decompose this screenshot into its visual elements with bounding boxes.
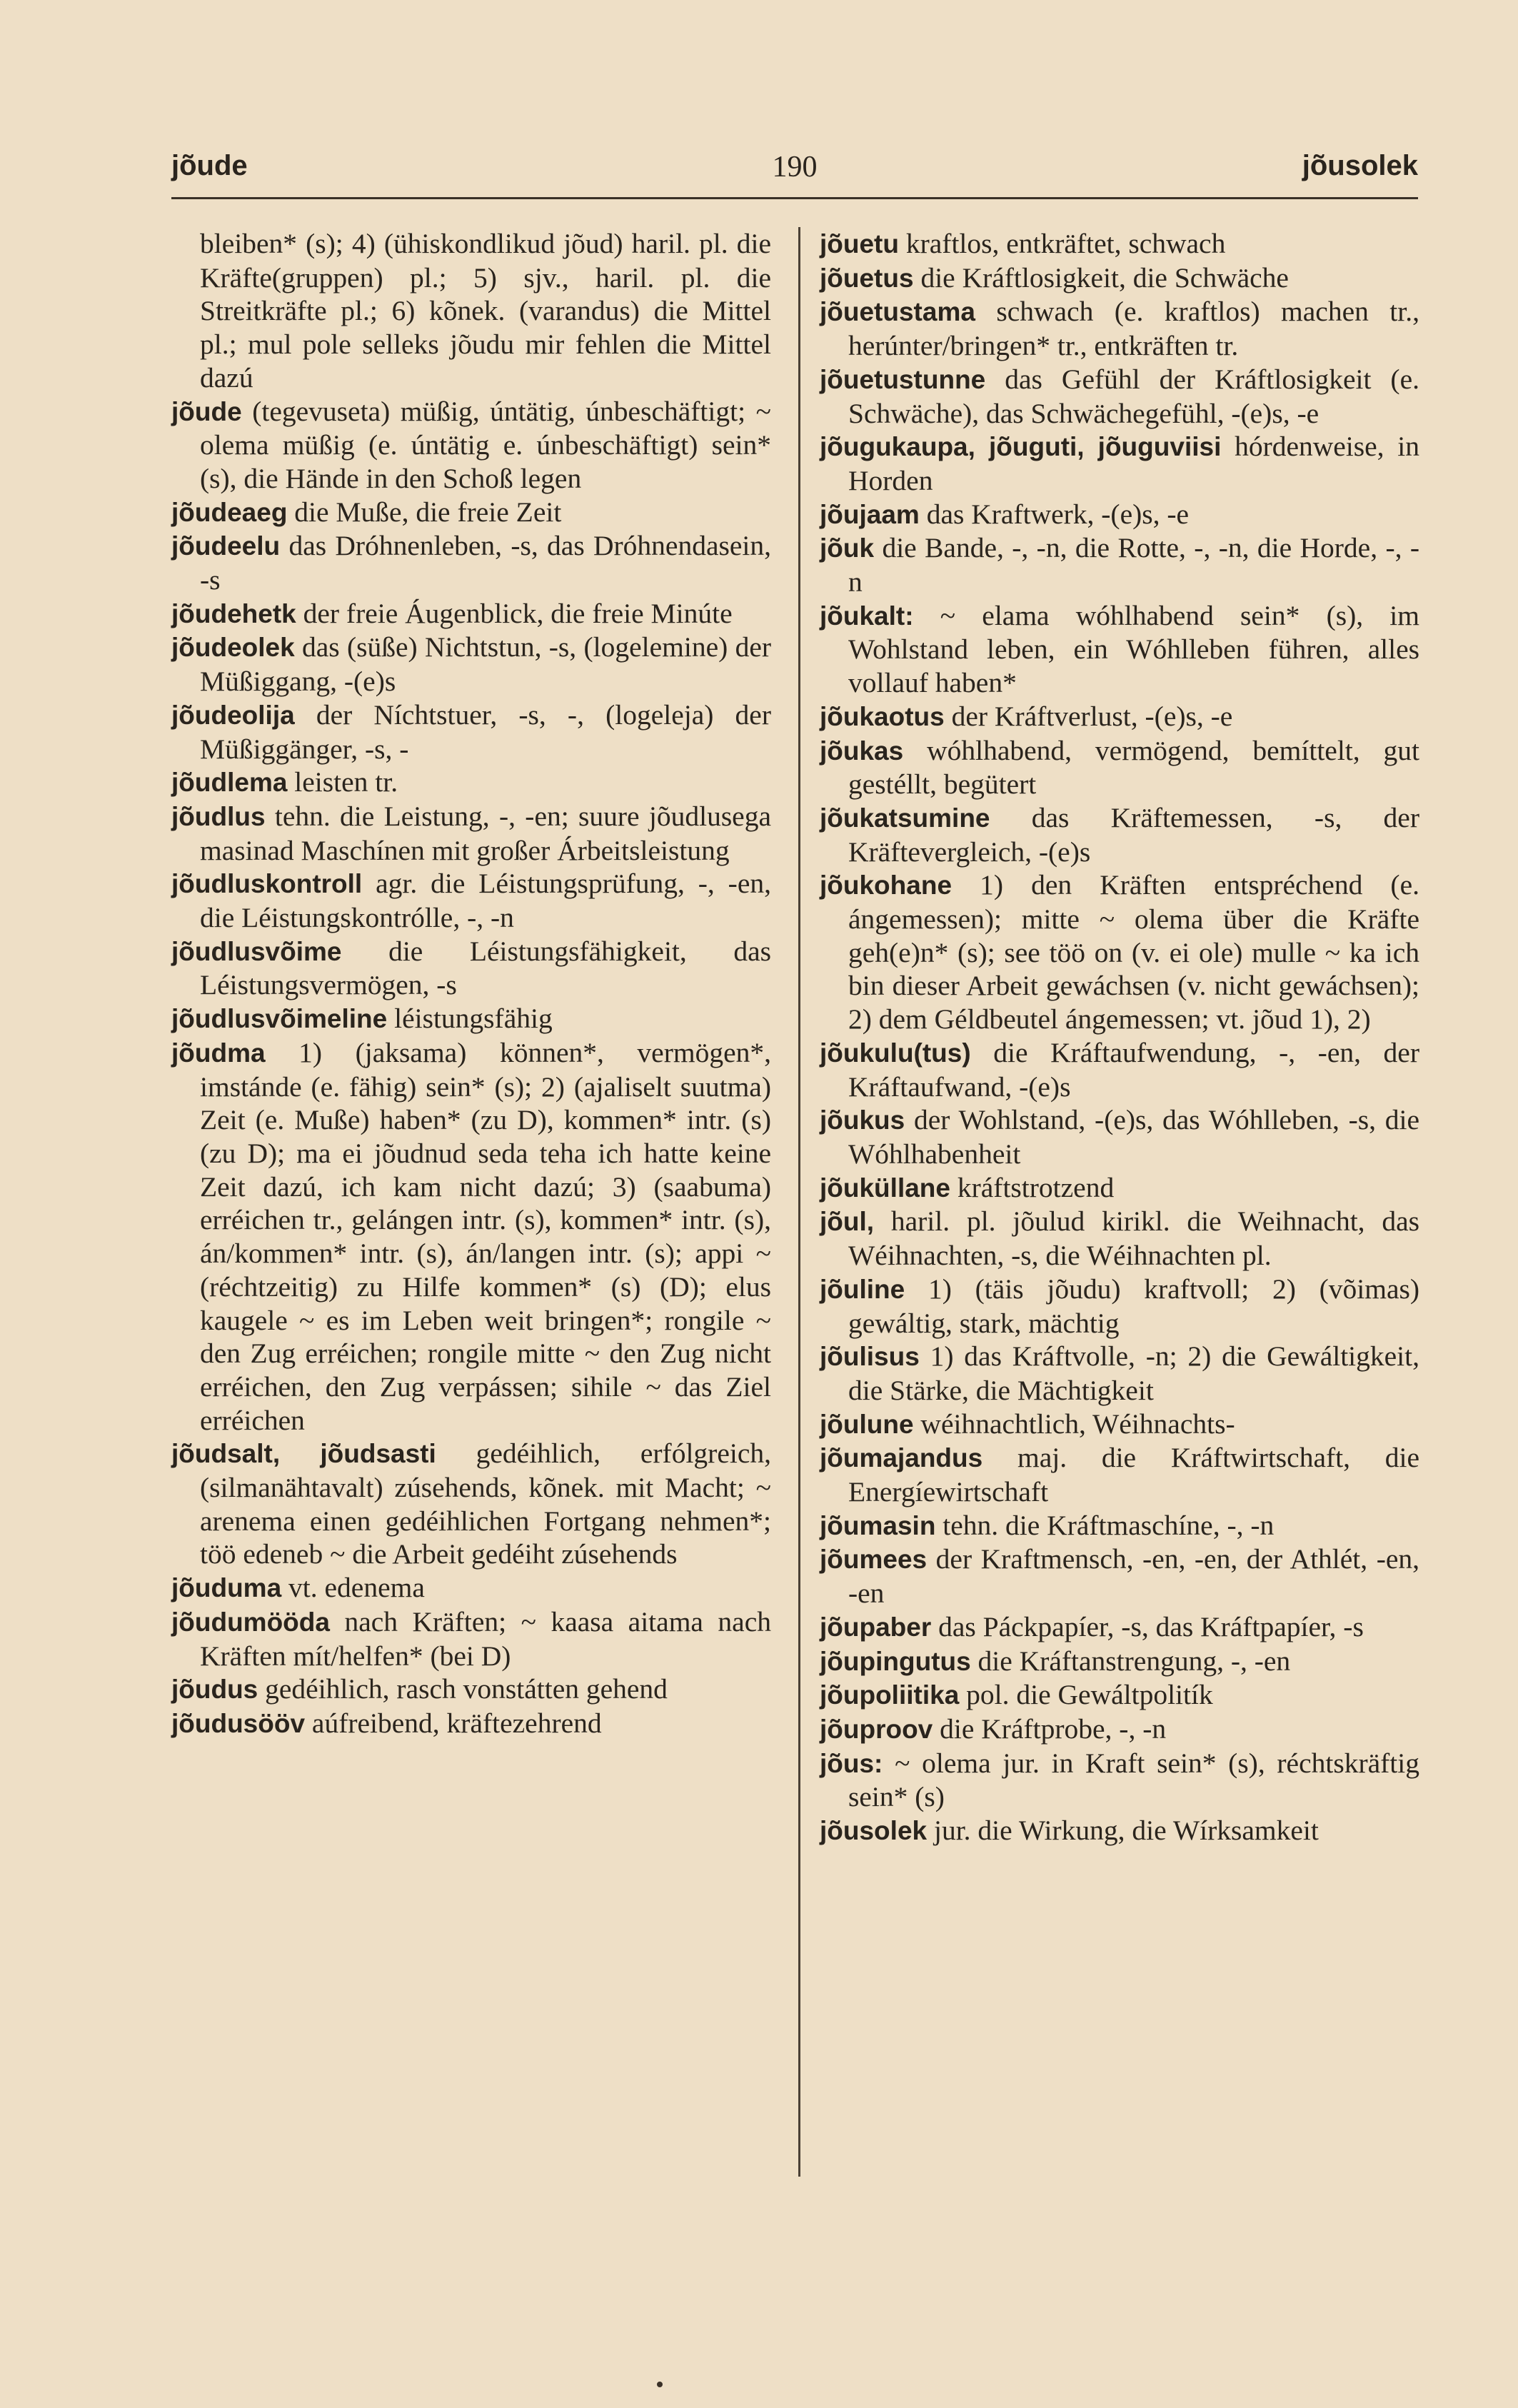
entry-definition: 1) (täis jõudu) kraftvoll; 2) (võimas) gewáltig, stark, mächtig [848,1273,1420,1339]
entry-headword: jõuline [820,1274,905,1304]
entry-definition: kráftstrotzend [957,1171,1115,1203]
entry-headword: jõudluskontroll [171,869,363,899]
dictionary-entry [171,529,771,596]
entry-headword: jõuproov [820,1714,933,1744]
entry-definition: der Kráftverlust, -(e)s, -e [951,700,1233,732]
entry-headword: jõupingutus [820,1646,971,1676]
entry-definition: der Níchtstuer, -s, -, (logeleja) der Müßiggänger, -s, - [200,698,771,765]
dictionary-entry [820,599,1419,700]
dictionary-entry [820,1645,1419,1679]
dictionary-entry [171,1571,771,1605]
dictionary-entry [171,698,771,766]
dictionary-entry [820,295,1419,362]
dictionary-entry [820,1542,1419,1610]
entry-headword: jõudeolek [171,633,295,663]
entry-definition: (tegevuseta) müßig, úntätig, únbeschäftigt; ~ olema müßig (e. úntätig e. únbeschäftigt) sein* (s), die Hände in den Schoß legen [200,395,771,494]
entry-definition: schwach (e. kraftlos) machen tr., herúnter/bringen* tr., entkräften tr. [848,296,1419,362]
entry-definition: agr. die Léistungsprüfung, -, -en, die Léistungskontrólle, -, -n [200,868,771,934]
dictionary-entry [171,227,771,395]
entry-definition: ~ elama wóhlhabend sein* (s), im Wohlstand leben, ein Wóhlleben führen, alles vollauf haben* [848,599,1419,699]
dictionary-entry [820,1814,1419,1848]
page-number: 190 [772,151,818,184]
dictionary-entry [820,531,1419,598]
entry-definition: 1) (jaksama) können*, vermögen*, imstánde (e. fähig) sein* (s); 2) (ajaliselt suutma) Zeit (e. Muße) haben* (zu D), kommen* intr. (s) (zu D); ma ei jõudnud seda teha ich hatte keine Zeit dazú, ich kam nicht dazú; 3) (saabuma) erréichen tr., gelángen intr. (s), kommen* intr. (s), án/kommen* intr. (s), án/langen intr. (s); appi ~ (réchtzeitig) zu Hilfe kommen* (s) (D); elus kaugele ~ es im Leben weit bringen*; rongile ~ den Zug erréichen; rongile mitte ~ den Zug nicht erréichen, den Zug verpássen; sihile ~ das Ziel erréichen [200,1036,772,1436]
entry-headword: jõudlema [171,768,288,798]
entry-definition: die Kráftaufwendung, -, -en, der Kráftaufwand, -(e)s [848,1036,1419,1103]
dictionary-entry [171,1437,771,1571]
dictionary-entry [171,1002,771,1036]
entry-definition: pol. die Gewáltpolitík [966,1679,1213,1711]
dictionary-entry [820,700,1419,734]
entry-definition: die Muße, die freie Zeit [294,496,562,528]
entry-definition: wéihnachtlich, Wéihnachts- [920,1408,1235,1440]
dictionary-entry [820,1441,1419,1508]
column-divider [798,227,800,2177]
entry-definition: die Kráftprobe, -, -n [940,1712,1167,1745]
entry-headword: jõudeolija [171,700,295,730]
dictionary-entry [171,1707,771,1741]
entry-definition: 1) den Kräften entspréchend (e. ángemessen); mitte ~ olema über die Kräfte geh(e)n* (s); see töö on (v. ei ole) mulle ~ ka ich bin dieser Arbeit gewáchsen (v. nicht gewáchsen); 2) dem Géldbeutel ángemessen; vt. jõud 1), 2) [848,869,1419,1035]
dictionary-entry [171,496,771,530]
entry-headword: jõudumööda [171,1607,330,1637]
entry-definition: ~ olema jur. in Kraft sein* (s), réchtskräftig sein* (s) [848,1747,1420,1813]
entry-headword: jõuetu [820,229,899,259]
entry-definition: das Kräftemessen, -s, der Kräftevergleich, -(e)s [848,801,1419,868]
entry-definition: die Bande, -, -n, die Rotte, -, -n, die Horde, -, -n [848,532,1420,598]
entry-headword: jõupaber [820,1612,932,1642]
dictionary-entry [820,1747,1419,1814]
dictionary-entry [820,1171,1419,1205]
entry-headword: jõupoliitika [820,1680,960,1710]
entry-headword: jõukatsumine [820,803,990,833]
entry-headword: jõul, [820,1207,875,1237]
header-first-word: jõude [171,150,248,181]
dictionary-entry [820,734,1419,801]
dictionary-entry [171,800,771,867]
dictionary-entry [820,363,1419,430]
dictionary-entry [820,1340,1419,1407]
entry-headword: jõukus [820,1105,905,1135]
entry-definition: jur. die Wirkung, die Wírksamkeit [933,1815,1319,1847]
left-column [171,227,771,1741]
header-last-word: jõusolek [1302,150,1418,181]
entry-definition: haril. pl. jõulud kirikl. die Weihnacht, das Wéihnachten, -s, die Wéihnachten pl. [848,1205,1420,1272]
entry-headword: jõude [171,396,242,426]
entry-definition: gedéihlich, rasch vonstátten gehend [265,1673,668,1705]
entry-definition: der freie Áugenblick, die freie Minúte [303,597,733,629]
entry-definition: wóhlhabend, vermögend, bemíttelt, gut gestéllt, begütert [848,734,1420,801]
entry-definition: der Wohlstand, -(e)s, das Wóhlleben, -s, die Wóhlhabenheit [848,1104,1420,1170]
dictionary-entry [820,498,1419,532]
entry-definition: das Páckpapíer, -s, das Kráftpapíer, -s [938,1610,1364,1642]
entry-definition: das Gefühl der Kráftlosigkeit (e. Schwäche), das Schwächegefühl, -(e)s, -e [848,363,1419,429]
entry-headword: jõuduma [171,1573,282,1603]
entry-headword: jõumasin [820,1510,936,1540]
entry-headword: jõulisus [820,1342,920,1372]
entry-definition: gedéihlich, erfólgreich, (silmanähtavalt) zúsehends, kõnek. mit Macht; ~ arenema einen gedéihlichen Fortgang nehmen*; töö edeneb ~ die Arbeit gedéiht zúsehends [200,1438,771,1570]
dictionary-entry [171,631,771,698]
dictionary-entry [820,1103,1419,1170]
entry-headword: jõus: [820,1748,883,1778]
entry-definition: kraftlos, entkräftet, schwach [905,228,1226,259]
entry-definition: vt. edenema [288,1572,425,1604]
entry-definition: bleiben* (s); 4) (ühiskondlikud jõud) haril. pl. die Kräfte(gruppen) pl.; 5) sjv., haril. pl. die Streitkräfte pl.; 6) kõnek. (varandus) die Mittel pl.; mul pole selleks jõudu mir fehlen die Mittel dazú [200,228,771,393]
entry-headword: jõusolek [820,1816,928,1846]
entry-headword: jõudehetk [171,598,296,628]
entry-headword: jõulune [820,1409,914,1439]
dictionary-entry [820,1205,1419,1272]
entry-definition: aúfreibend, kräftezehrend [311,1707,602,1739]
entry-definition: die Léistungsfähigkeit, das Léistungsvermögen, -s [200,935,771,1001]
entry-headword: jõukohane [820,871,952,901]
dictionary-entry [820,227,1419,261]
entry-definition: hórdenweise, in Horden [848,431,1419,496]
entry-headword: jõukulu(tus) [820,1038,971,1068]
entry-headword: jõudlusvõimeline [171,1004,388,1034]
entry-definition: die Kráftanstrengung, -, -en [977,1645,1291,1677]
dictionary-entry [171,766,771,800]
dictionary-entry [820,1036,1419,1103]
entry-headword: jõukaotus [820,701,945,731]
dictionary-entry [820,1610,1419,1645]
entry-definition: tehn. die Kráftmaschíne, -, -n [943,1509,1275,1541]
dictionary-entry [171,867,771,934]
entry-headword: jõudeelu [171,531,281,561]
entry-headword: jõuk [820,533,875,563]
entry-headword: jõudlus [171,801,266,831]
dictionary-entry [820,430,1419,497]
entry-definition: nach Kräften; ~ kaasa aitama nach Kräften mít/helfen* (bei D) [200,1605,771,1672]
dictionary-entry [171,1672,771,1707]
dictionary-entry [171,935,771,1002]
entry-definition: das Kraftwerk, -(e)s, -e [926,498,1190,530]
entry-headword: jõudsalt, jõudsasti [171,1439,436,1469]
entry-headword: jõugukaupa, jõuguti, jõuguviisi [820,432,1222,462]
entry-headword: jõudma [171,1038,266,1068]
dictionary-entry [820,1509,1419,1543]
dictionary-entry [820,261,1419,296]
entry-headword: jõujaam [820,499,920,529]
entry-headword: jõumees [820,1545,928,1575]
entry-definition: léistungsfähig [394,1003,553,1035]
entry-headword: jõudeaeg [171,497,288,527]
entry-definition: das (süße) Nichtstun, -s, (logelemine) der Müßiggang, -(e)s [200,631,772,698]
dictionary-entry [820,868,1419,1036]
entry-definition: tehn. die Leistung, -, -en; suure jõudlusega masinad Maschínen mit großer Árbeitsleistung [200,800,771,866]
entry-headword: jõudus [171,1675,258,1705]
entry-headword: jõukas [820,736,904,766]
dictionary-entry [171,395,771,496]
entry-headword: jõudusööv [171,1708,306,1738]
entry-definition: das Dróhnenleben, -s, das Dróhnendasein, -s [200,530,771,596]
entry-definition: der Kraftmensch, -en, -en, der Athlét, -en, -en [848,1543,1420,1610]
dictionary-entry [820,1712,1419,1747]
entry-headword: jõumajandus [820,1443,983,1473]
printer-mark [657,2382,663,2387]
dictionary-entry [820,1678,1419,1712]
dictionary-entry [820,1273,1419,1340]
entry-headword: jõuetustunne [820,364,986,394]
entry-headword: jõuetustama [820,297,975,327]
entry-definition: die Kráftlosigkeit, die Schwäche [920,261,1289,294]
dictionary-entry [820,1408,1419,1442]
dictionary-entry [171,597,771,631]
dictionary-entry [171,1605,771,1672]
entry-definition: 1) das Kráftvolle, -n; 2) die Gewáltigkeit, die Stärke, die Mächtigkeit [848,1340,1420,1406]
entry-definition: leisten tr. [294,766,398,798]
dictionary-entry [171,1036,771,1437]
entry-headword: jõukalt: [820,601,914,631]
entry-headword: jõuküllane [820,1173,950,1203]
dictionary-entry [820,801,1419,868]
entry-definition: maj. die Kráftwirtschaft, die Energíewirtschaft [848,1442,1420,1508]
right-column [820,227,1419,1848]
page-header [171,147,1418,199]
entry-headword: jõuetus [820,263,914,293]
entry-headword: jõudlusvõime [171,936,342,966]
